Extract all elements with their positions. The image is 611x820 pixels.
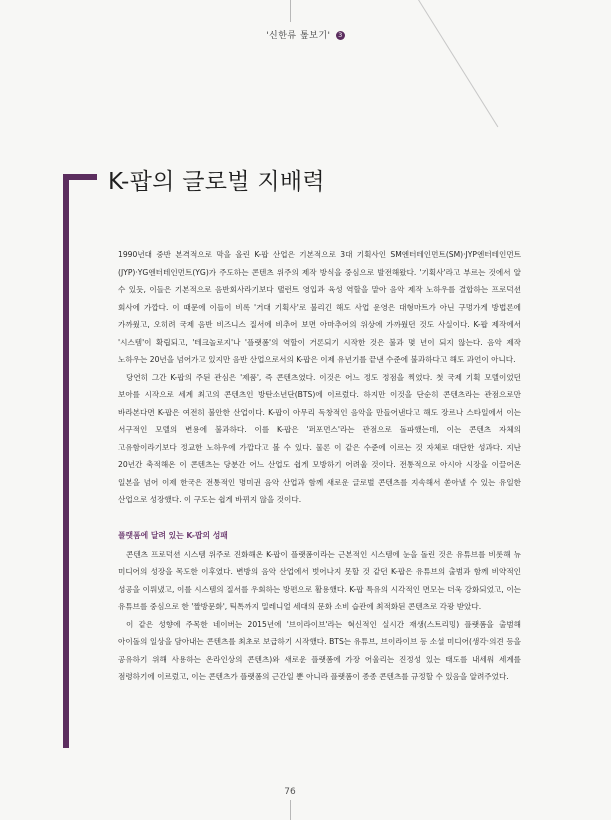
section-number-badge: 3 bbox=[336, 31, 345, 40]
header-rule bbox=[290, 0, 291, 22]
section-label: '신한류 톺보기' bbox=[266, 31, 331, 41]
title-bracket-left bbox=[63, 174, 69, 748]
body-paragraph-4: 이 같은 성향에 주목한 네이버는 2015년에 '브이라이브'라는 혁신적인 실시간 재생(스트리밍) 플랫폼을 출범해 아이돌의 일상을 담아내는 콘텐츠를 최초로 보급하기 시작했다. BTS는 유튜브, 브이라이브 등 소셜 미디어(생각·의견 등을 공유하기 위해 사용하는 온라인상의 콘텐츠)와 새로운 플랫폼에 가장 어울리는 진정성 있는 태도를 내세워 세계를 점령하기에 이르렀고, 이는 콘텐츠가 플랫폼의 근간일 뿐 아니라 플랫폼이 종종 콘텐츠를 규정할 수 있음을 알려주었다. bbox=[118, 619, 521, 681]
body-paragraph-1: 1990년대 중반 본격적으로 막을 올린 K-팝 산업은 기본적으로 3대 기획사인 SM엔터테인먼트(SM)·JYP엔터테인먼트(JYP)·YG엔터테인먼트(YG)가 주도하는 콘텐츠 위주의 제작 방식을 중심으로 발전해왔다. '기획사'라고 부르는 것에서 알 수 있듯, 이들은 기본적으로 음반회사라기보다 탤런트 영입과 육성 역할을 맡아 음악 제작 노하우를 결합하는 프로덕션 회사에 가깝다. 이 때문에 이들이 비록 '거대 기획사'로 불리긴 해도 사업 운영은 대형마트가 아닌 구멍가게 방법론에 가까웠고, 오히려 국제 음반 비즈니스 질서에 비추어 보면 아마추어의 위상에 가까웠던 것도 사실이다. K-팝 제작에서 '시스템'이 확립되고, '테크놀로지'나 '플랫폼'의 역할이 거론되기 시작한 것은 불과 몇 년이 되지 않는다. 음악 제작 노하우는 20년을 넘어가고 있지만 음반 산업으로서의 K-팝은 이제 유년기를 끝낸 수준에 불과하다고 해도 과언이 아니다. bbox=[118, 250, 521, 364]
footer-rule bbox=[290, 800, 291, 820]
article-body bbox=[118, 246, 521, 686]
running-header bbox=[0, 28, 611, 41]
page-number: 76 bbox=[284, 787, 296, 797]
article-title: K-팝의 글로벌 지배력 bbox=[108, 169, 325, 196]
body-paragraph-3: 콘텐츠 프로덕션 시스템 위주로 진화해온 K-팝이 플랫폼이라는 근본적인 시스템에 눈을 돌린 것은 유튜브를 비롯해 뉴 미디어의 성장을 목도한 이후였다. 변방의 음악 산업에서 벗어나지 못할 것 같던 K-팝은 유튜브의 출범과 함께 비약적인 성공을 이뤄냈고, 이를 시스템의 질서를 우회하는 방편으로 활용했다. K-팝 특유의 시각적인 면모는 더욱 강화되었고, 이는 유튜브를 중심으로 한 '짤방문화', 틱톡까지 밀레니얼 세대의 문화 소비 습관에 최적화된 콘텐츠로 각광 받았다. bbox=[118, 549, 521, 611]
section-subheading: 플랫폼에 달려 있는 K-팝의 성패 bbox=[118, 530, 228, 540]
body-paragraph-2: 당연히 그간 K-팝의 주된 관심은 '제품', 즉 콘텐츠였다. 이것은 어느 정도 정점을 찍었다. 첫 국제 기획 모델이었던 보아를 시작으로 세계 최고의 콘텐츠인 방탄소년단(BTS)에 이르렀다. 하지만 이것을 단순히 콘텐츠라는 관점으로만 바라본다면 K-팝은 여전히 불안한 산업이다. K-팝이 아무리 독창적인 음악을 만들어낸다고 해도 장르나 스타일에서 이는 서구적인 모델의 변용에 불과하다. 이를 K-팝은 '퍼포먼스'라는 관점으로 돌파했는데, 이는 콘텐츠 자체의 고유함이라기보다 정교한 노하우에 가깝다고 볼 수 있다. 물론 이 같은 수준에 이르는 것 자체로 대단한 성과다. 지난 20년간 축적해온 이 콘텐츠는 당분간 어느 산업도 쉽게 모방하기 어려울 것이다. 전통적으로 아시아 시장을 이끌어온 일본을 넘어 이제 한국은 전통적인 명미권 음악 산업과 함께 새로운 글로벌 콘텐츠를 지속해서 쏟아낼 수 있는 유일한 산업으로 성장했다. 이 구도는 쉽게 바뀌지 않을 것이다. bbox=[118, 372, 521, 504]
